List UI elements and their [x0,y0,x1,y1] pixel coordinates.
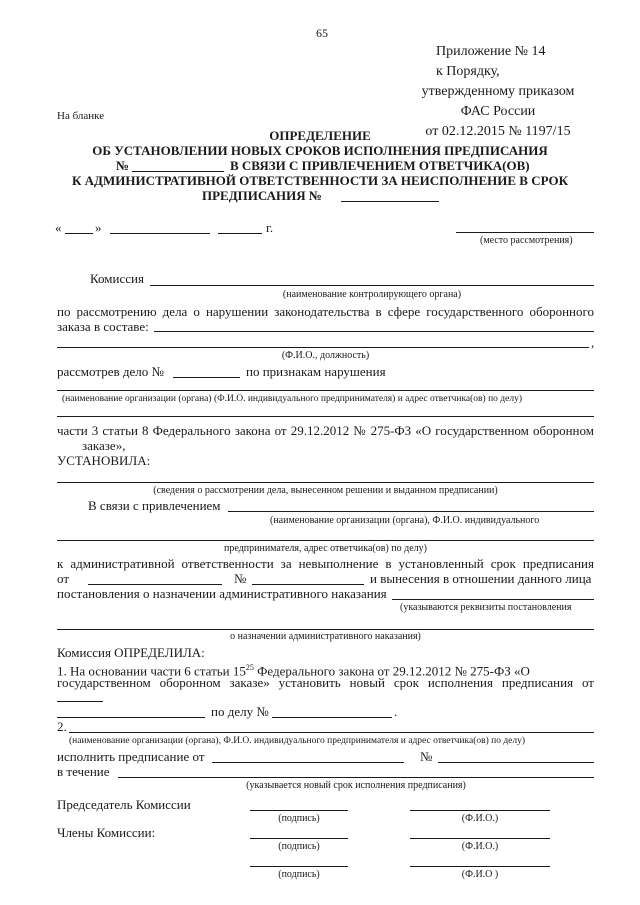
respondent-blank [57,416,594,417]
document-title: ОПРЕДЕЛЕНИЕ [269,128,371,143]
members-label: Члены Комиссии: [57,825,156,840]
member-2-fio-line [410,866,550,867]
chairman-signature-caption: (подпись) [278,813,320,824]
admin-line-3: постановления о назначении административного наказания [57,586,387,601]
place-blank [456,232,594,233]
case-number-blank [173,377,240,378]
chairman-fio-line [410,810,550,811]
determined-heading: Комиссия ОПРЕДЕЛИЛА: [57,645,205,660]
admin-line-2-text: и вынесения в отношении данного лица [370,571,592,586]
item-2-blank [69,732,594,733]
fio-position-caption: (Ф.И.О., должность) [281,350,370,361]
case-suffix: по признакам нарушения [246,364,386,379]
date-month-blank [110,233,210,234]
resolution-blank [392,599,594,600]
established-blank [57,482,594,483]
law-line-2: заказе», [82,438,126,453]
execute-date-blank [212,762,404,763]
commission-label: Комиссия [90,271,144,286]
member-1-signature-caption: (подпись) [278,841,320,852]
new-term-caption: (указывается новый срок исполнения предписания) [246,780,466,791]
item-2-label: 2. [57,719,67,734]
admin-date-blank [88,584,222,585]
review-line-2: заказа в составе: [57,319,149,334]
composition-comma: , [591,335,595,350]
title-line-2: ОБ УСТАНОВЛЕНИИ НОВЫХ СРОКОВ ИСПОЛНЕНИЯ ПРЕДПИСАНИЯ [92,143,548,158]
date-year-blank [218,233,262,234]
date-day-blank [65,233,93,234]
date-close-quote: » [95,220,102,235]
execute-number-blank [438,762,594,763]
appendix-block [400,42,596,142]
item-1-date-blank-1 [57,701,103,702]
title-line-4: К АДМИНИСТРАТИВНОЙ ОТВЕТСТВЕННОСТИ ЗА НЕИСПОЛНЕНИЕ В СРОК [71,173,569,188]
chairman-signature-line [250,810,348,811]
item-1-line-2: государственном оборонном заказе» установить новый срок исполнения предписания от [57,675,594,690]
page-number: 65 [316,26,328,40]
violation-blank [57,390,594,391]
composition-blank-1 [154,331,594,332]
resolution-details-caption: (указываются реквизиты постановления [400,602,572,613]
admin-number-blank [252,584,364,585]
commission-blank [150,285,594,286]
review-line-1: по рассмотрению дела о нарушении законодательства в сфере государственного оборонного [57,304,594,319]
entrepreneur-blank [57,540,594,541]
execute-text: исполнить предписание от [57,749,205,764]
in-connection-label: В связи с привлечением [88,498,221,513]
title-number-sign: № [116,158,130,173]
appendix-line-5: от 02.12.2015 № 1197/15 [425,124,571,139]
appendix-line-4: ФАС России [460,104,536,119]
execute-number-sign: № [420,749,433,764]
org-individual-caption: (наименование организации (органа), Ф.И.О. индивидуального [270,515,540,526]
admin-from: от [57,571,70,586]
date-open-quote: « [55,220,62,235]
in-connection-blank [228,511,594,512]
org-respondent-caption-2: (наименование организации (органа), Ф.И.О. индивидуального предпринимателя и адрес ответчика(ов) по делу) [69,736,526,746]
letterhead-note: На бланке [57,110,105,122]
place-caption: (место рассмотрения) [480,235,573,246]
item-1-text-post: Федерального закона от 29.12.2012 № 275-ФЗ «О [253,663,530,679]
entrepreneur-caption: предпринимателя, адрес ответчика(ов) по делу) [224,543,427,554]
appendix-line-3: утвержденному приказом [421,84,575,99]
within-blank [118,777,594,778]
case-ref-text: по делу № [211,704,269,719]
appendix-line-1: Приложение № 14 [436,44,546,59]
title-order-number-blank [341,201,439,202]
case-info-caption: (сведения о рассмотрении дела, вынесенном решении и выданном предписании) [153,485,498,496]
member-2-signature-line [250,866,348,867]
control-body-caption: (наименование контролирующего органа) [282,289,462,300]
title-line-3: В СВЯЗИ С ПРИВЛЕЧЕНИЕМ ОТВЕТЧИКА(ОВ) [230,158,530,173]
chairman-label: Председатель Комиссии [57,797,191,812]
composition-blank-2 [57,347,589,348]
member-1-signature-line [250,838,348,839]
member-2-signature-caption: (подпись) [278,869,320,880]
appendix-line-2: к Порядку, [436,64,500,79]
member-2-fio-caption: (Ф.И.О ) [461,869,499,880]
admin-number-sign: № [234,571,247,586]
case-ref-number-blank [272,717,392,718]
date-year-suffix: г. [266,220,274,235]
member-1-fio-line [410,838,550,839]
member-1-fio-caption: (Ф.И.О.) [461,841,499,852]
title-number-blank [132,171,224,172]
title-line-5: ПРЕДПИСАНИЯ № [202,188,322,203]
chairman-fio-caption: (Ф.И.О.) [461,813,499,824]
admin-line-1: к административной ответственности за невыполнение в установленный срок предписания [57,556,594,571]
respondent-caption: (наименование организации (органа) (Ф.И.О. индивидуального предпринимателя) и адрес ответчика(ов) по делу) [62,394,522,404]
resolution-penalty-caption: о назначении административного наказания) [230,631,421,642]
established-heading: УСТАНОВИЛА: [57,453,151,468]
within-label: в течение [57,764,110,779]
case-ref-end: . [394,704,398,719]
resolution-blank-2 [57,629,594,630]
item-1-text-pre: 1. На основании части 6 статьи 15 [57,663,246,679]
law-line-1: части 3 статьи 8 Федерального закона от 29.12.2012 № 275-ФЗ «О государственном оборонном [57,423,594,438]
item-1-superscript: 25 [245,663,254,672]
case-prefix: рассмотрев дело № [57,364,164,379]
item-1-date-blank-2 [57,717,205,718]
